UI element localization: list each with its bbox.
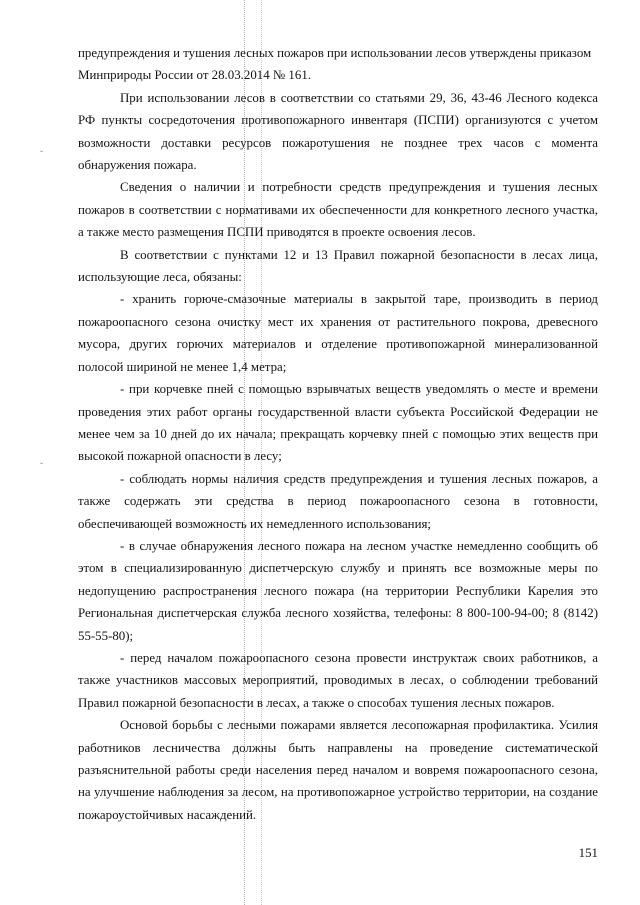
page-number: 151 — [578, 846, 598, 860]
body-text — [78, 42, 598, 826]
list-item: - в случае обнаружения лесного пожара на лесном участке немедленно сообщить об этом в специализированную диспетчерскую службу и принять все возможные меры по недопущению распространения лесного пожара (на территории Республики Карелия это Региональная диспетчерская служба лесного хозяйства, телефоны: 8 800-100-94-00; 8 (8142) 55-55-80); — [78, 538, 598, 643]
paragraph: Основой борьбы с лесными пожарами является лесопожарная профилактика. Усилия работников лесничества должны быть направлены на проведение систематической разъяснительной работы среди населения перед началом и вовремя пожароопасного сезона, на улучшение наблюдения за лесом, на противопожарное устройство территории, на создание пожароустойчивых насаждений. — [78, 718, 598, 822]
scan-mark: ˇ — [40, 461, 43, 471]
list-item: - хранить горюче-смазочные материалы в закрытой таре, производить в период пожароопасного сезона очистку мест их хранения от растительного покрова, древесного мусора, других горючих материалов и отделение противопожарной минерализованной полосой шириной не менее 1,4 метра; — [78, 292, 598, 374]
paragraph: Сведения о наличии и потребности средств предупреждения и тушения лесных пожаров в соответствии с нормативами их обеспеченности для конкретного лесного участка, а также место размещения ПСПИ приводятся в проекте освоения лесов. — [78, 180, 598, 240]
paragraph: При использовании лесов в соответствии со статьями 29, 36, 43-46 Лесного кодекса РФ пункты сосредоточения противопожарного инвентаря (ПСПИ) организуются с учетом возможности доставки ресурсов пожаротушения не позднее трех часов с момента обнаружения пожара. — [78, 90, 598, 173]
scan-mark: ˇ — [40, 149, 43, 159]
paragraph: предупреждения и тушения лесных пожаров при использовании лесов утверждены приказом Минприроды России от 28.03.2014 № 161. — [78, 46, 592, 83]
paragraph: В соответствии с пунктами 12 и 13 Правил пожарной безопасности в лесах лица, использующие леса, обязаны: — [78, 247, 598, 285]
list-item: - соблюдать нормы наличия средств предупреждения и тушения лесных пожаров, а также содержать эти средства в период пожароопасного сезона в готовности, обеспечивающей возможность их немедленного использования; — [78, 471, 598, 531]
list-item: - перед началом пожароопасного сезона провести инструктаж своих работников, а также участников массовых мероприятий, проводимых в лесах, о соблюдении требований Правил пожарной безопасности в лесах, а также о способах тушения лесных пожаров. — [78, 650, 598, 710]
list-item: - при корчевке пней с помощью взрывчатых веществ уведомлять о месте и времени проведения этих работ органы государственной власти субъекта Российской Федерации не менее чем за 10 дней до их начала; прекращать корчевку пней с помощью этих веществ при высокой пожарной опасности в лесу; — [78, 382, 598, 464]
